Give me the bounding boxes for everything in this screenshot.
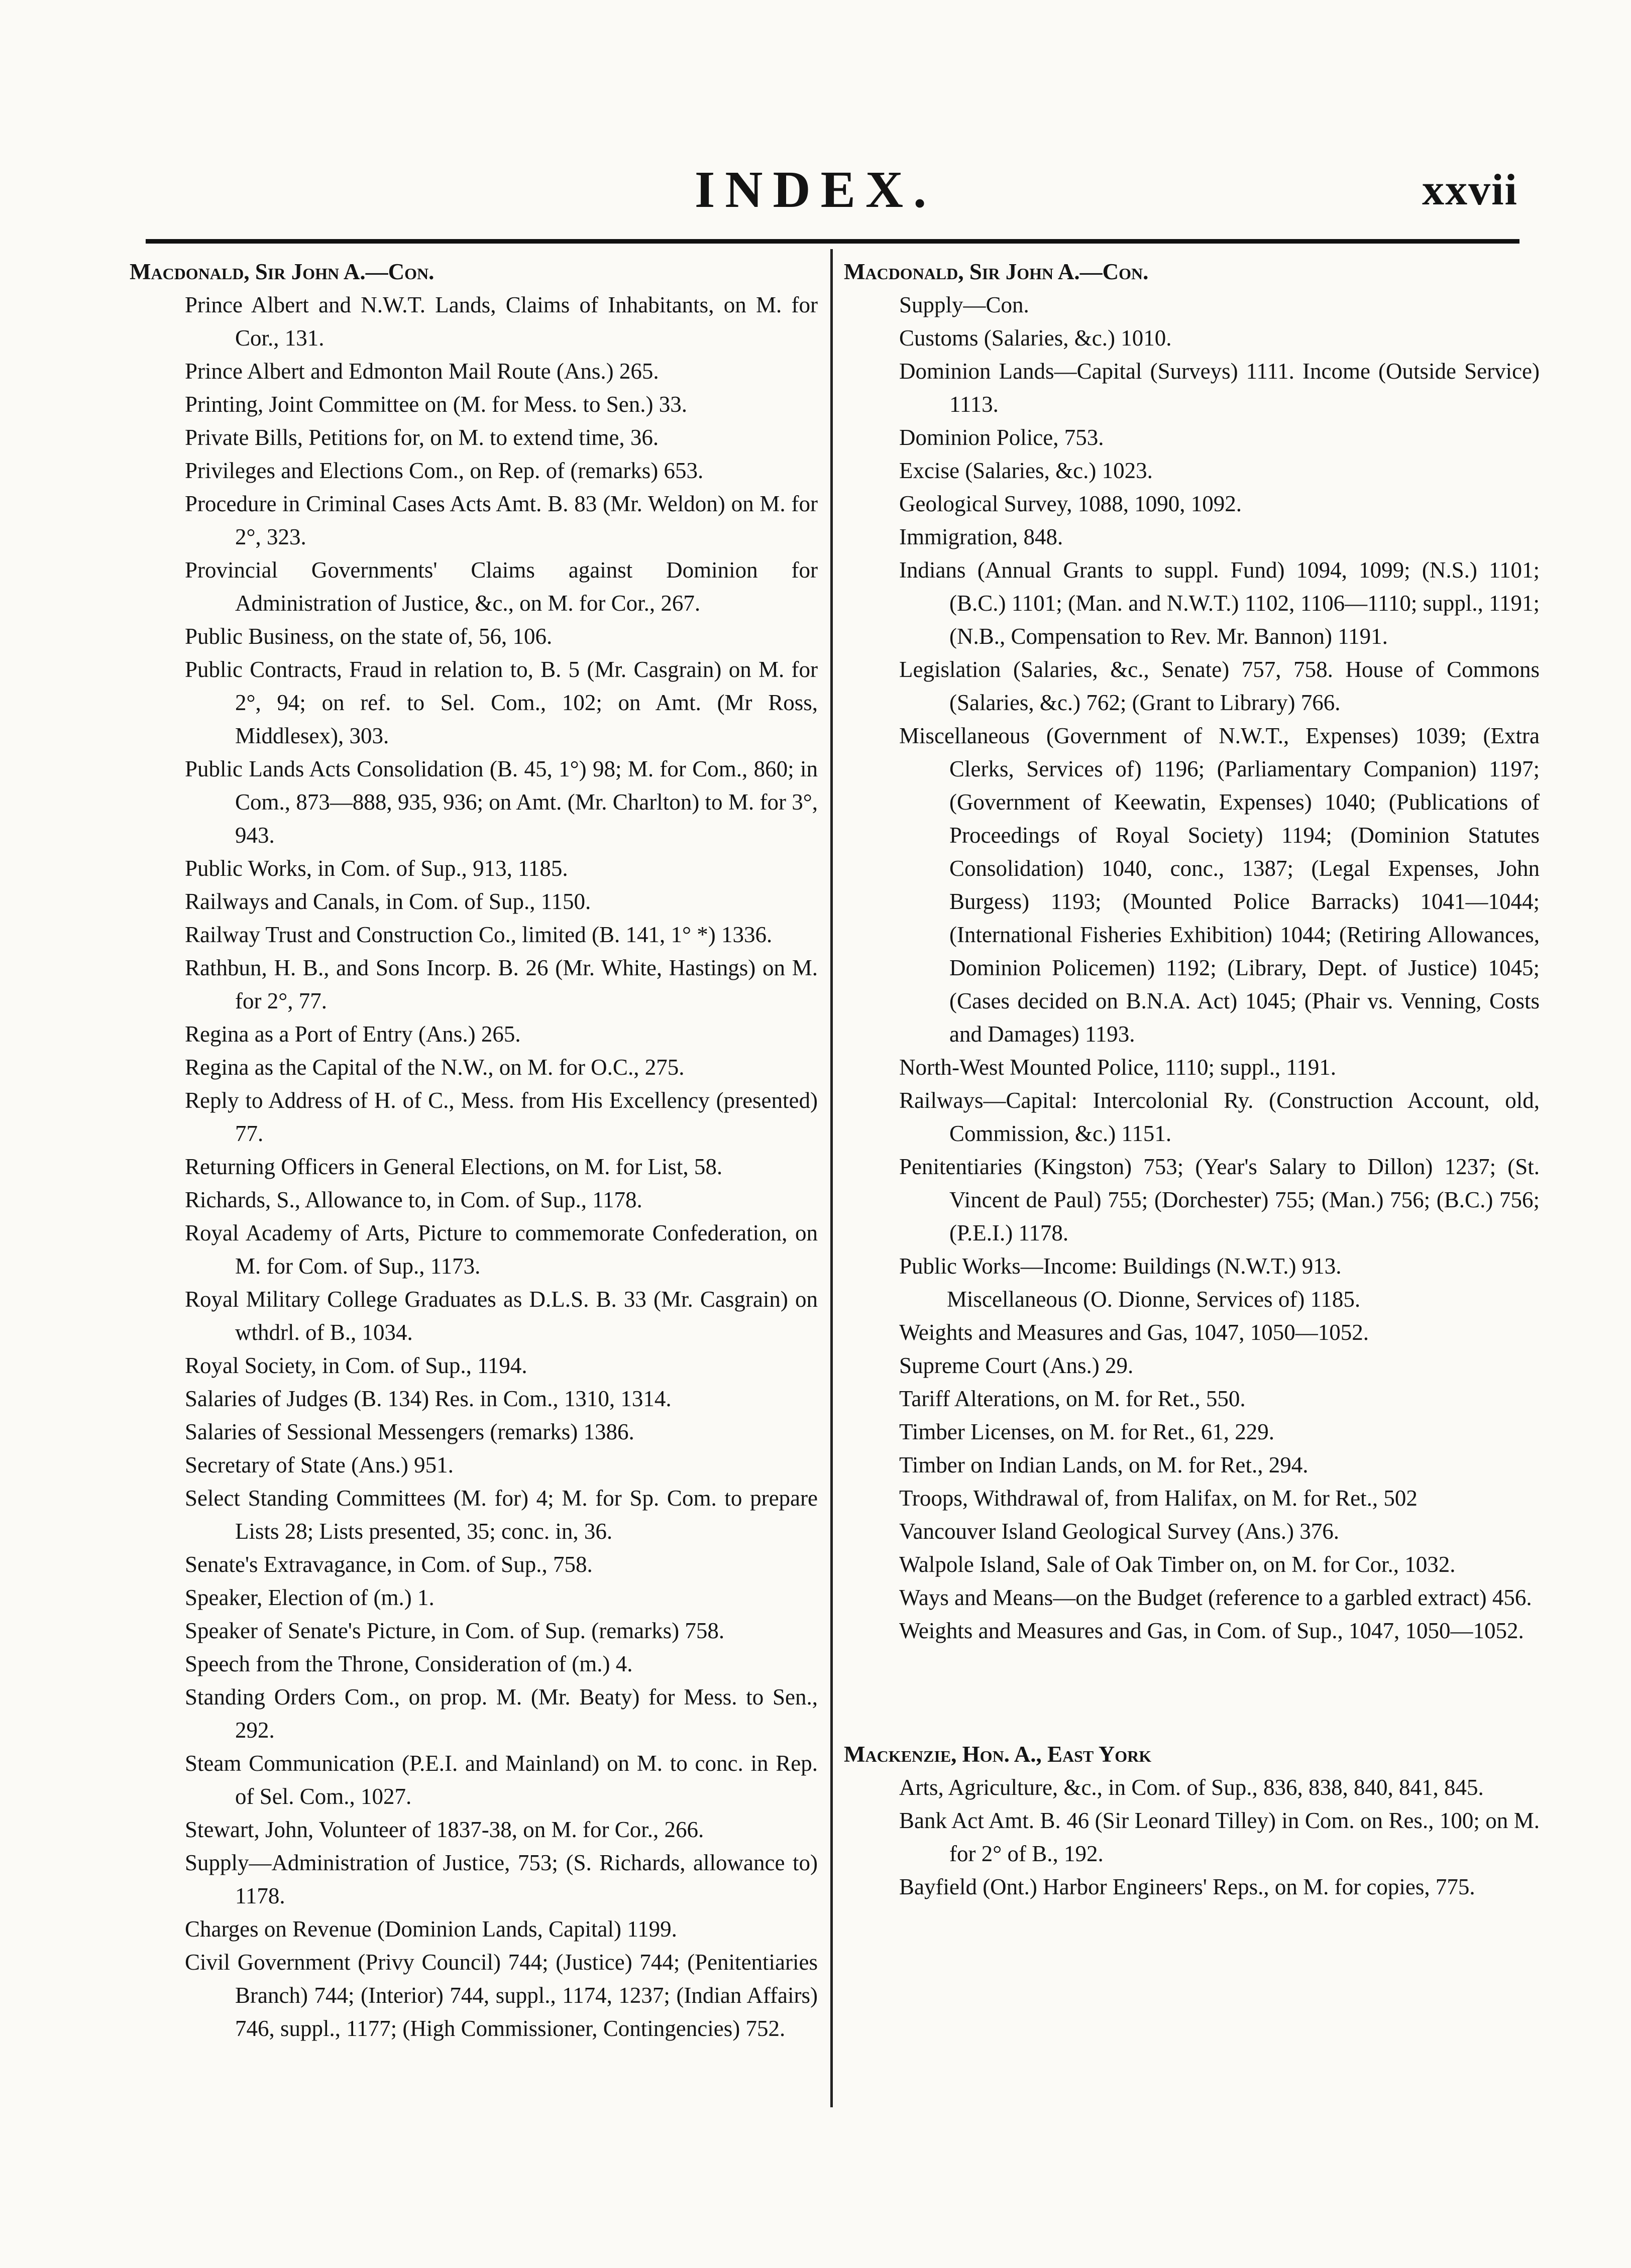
index-heading: Macdonald, Sir John A.—Con.	[130, 259, 434, 284]
index-entry: Bank Act Amt. B. 46 (Sir Leonard Tilley) in Com. on Res., 100; on M. for 2° of B., 192.	[899, 1808, 1540, 1866]
index-entry: Supreme Court (Ans.) 29.	[899, 1353, 1134, 1378]
index-entry: Speaker of Senate's Picture, in Com. of Sup. (remarks) 758.	[185, 1618, 725, 1643]
page-number: xxvii	[1422, 166, 1518, 214]
index-entry: Salaries of Judges (B. 134) Res. in Com., 1310, 1314.	[185, 1386, 672, 1411]
index-entry: Geological Survey, 1088, 1090, 1092.	[899, 491, 1242, 516]
index-entry: Dominion Lands—Capital (Surveys) 1111. Income (Outside Service) 1113.	[899, 359, 1540, 417]
index-entry: Walpole Island, Sale of Oak Timber on, on M. for Cor., 1032.	[899, 1552, 1456, 1577]
index-heading: Macdonald, Sir John A.—Con.	[844, 259, 1149, 284]
index-entry: Supply—Con.	[899, 292, 1029, 317]
index-entry: Stewart, John, Volunteer of 1837-38, on M. for Cor., 266.	[185, 1817, 704, 1842]
index-entry: Troops, Withdrawal of, from Halifax, on M. for Ret., 502	[899, 1486, 1418, 1511]
column-divider	[830, 249, 833, 2107]
index-entry: Excise (Salaries, &c.) 1023.	[899, 458, 1153, 483]
index-entry: Civil Government (Privy Council) 744; (Justice) 744; (Penitentiaries Branch) 744; (Interior) 744, suppl., 1174, 1237; (Indian Affairs) 746, suppl., 1177; (High Commissioner, Contingencies) 752.	[185, 1950, 818, 2041]
index-entry: Returning Officers in General Elections, on M. for List, 58.	[185, 1154, 723, 1179]
index-entry: Rathbun, H. B., and Sons Incorp. B. 26 (Mr. White, Hastings) on M. for 2°, 77.	[185, 955, 818, 1013]
index-entry: Privileges and Elections Com., on Rep. of (remarks) 653.	[185, 458, 704, 483]
index-entry: Penitentiaries (Kingston) 753; (Year's Salary to Dillon) 1237; (St. Vincent de Paul) 755; (Dorchester) 755; (Man.) 756; (B.C.) 756; (P.E.I.) 1178.	[899, 1154, 1540, 1245]
index-entry: Speech from the Throne, Consideration of (m.) 4.	[185, 1651, 633, 1676]
index-entry: Railways and Canals, in Com. of Sup., 1150.	[185, 889, 591, 914]
index-entry: Speaker, Election of (m.) 1.	[185, 1585, 434, 1610]
index-entry: Supply—Administration of Justice, 753; (S. Richards, allowance to) 1178.	[185, 1850, 818, 1908]
index-entry: Royal Society, in Com. of Sup., 1194.	[185, 1353, 527, 1378]
index-entry: Royal Academy of Arts, Picture to commemorate Confederation, on M. for Com. of Sup., 1173.	[185, 1220, 818, 1279]
index-entry: Ways and Means—on the Budget (reference to a garbled extract) 456.	[899, 1585, 1532, 1610]
index-entry: Prince Albert and Edmonton Mail Route (Ans.) 265.	[185, 359, 659, 384]
index-entry: Private Bills, Petitions for, on M. to extend time, 36.	[185, 425, 659, 450]
index-entry: Senate's Extravagance, in Com. of Sup., 758.	[185, 1552, 593, 1577]
index-entry: Steam Communication (P.E.I. and Mainland) on M. to conc. in Rep. of Sel. Com., 1027.	[185, 1751, 818, 1809]
index-entry: Reply to Address of H. of C., Mess. from His Excellency (presented) 77.	[185, 1088, 818, 1146]
index-entry: Miscellaneous (Government of N.W.T., Expenses) 1039; (Extra Clerks, Services of) 1196; (Parliamentary Companion) 1197; (Government of Keewatin, Expenses) 1040; (Publications of Proceedings of Royal Society) 1194; (Dominion Statutes Consolidation) 1040, conc., 1387; (Legal Expenses, John Burgess) 1193; (Mounted Police Barracks) 1041—1044; (International Fisheries Exhibition) 1044; (Retiring Allowances, Dominion Policemen) 1192; (Library, Dept. of Justice) 1045; (Cases decided on B.N.A. Act) 1045; (Phair vs. Venning, Costs and Damages) 1193.	[899, 723, 1540, 1047]
index-entry: North-West Mounted Police, 1110; suppl., 1191.	[899, 1055, 1337, 1080]
index-entry: Richards, S., Allowance to, in Com. of Sup., 1178.	[185, 1187, 642, 1212]
index-entry: Dominion Police, 753.	[899, 425, 1104, 450]
page-title: INDEX.	[694, 161, 937, 218]
index-entry: Procedure in Criminal Cases Acts Amt. B. 83 (Mr. Weldon) on M. for 2°, 323.	[185, 491, 818, 549]
header-rule	[146, 239, 1519, 244]
index-entry: Legislation (Salaries, &c., Senate) 757, 758. House of Commons (Salaries, &c.) 762; (Grant to Library) 766.	[899, 657, 1540, 715]
index-entry: Public Works, in Com. of Sup., 913, 1185.	[185, 856, 568, 881]
index-entry: Tariff Alterations, on M. for Ret., 550.	[899, 1386, 1246, 1411]
left-column	[130, 255, 818, 2045]
index-entry: Salaries of Sessional Messengers (remarks) 1386.	[185, 1419, 634, 1444]
index-entry: Standing Orders Com., on prop. M. (Mr. Beaty) for Mess. to Sen., 292.	[185, 1684, 818, 1743]
index-entry: Regina as the Capital of the N.W., on M. for O.C., 275.	[185, 1055, 685, 1080]
index-entry: Timber Licenses, on M. for Ret., 61, 229.	[899, 1419, 1275, 1444]
index-entry: Indians (Annual Grants to suppl. Fund) 1094, 1099; (N.S.) 1101; (B.C.) 1101; (Man. and N.W.T.) 1102, 1106—1110; suppl., 1191; (N.B., Compensation to Rev. Mr. Bannon) 1191.	[899, 557, 1540, 649]
index-entry: Immigration, 848.	[899, 524, 1063, 549]
index-heading: Mackenzie, Hon. A., East York	[844, 1742, 1152, 1767]
index-entry: Bayfield (Ont.) Harbor Engineers' Reps., on M. for copies, 775.	[899, 1874, 1475, 1899]
column-spacer	[844, 1647, 1540, 1738]
index-entry: Customs (Salaries, &c.) 1010.	[899, 325, 1172, 351]
index-entry: Timber on Indian Lands, on M. for Ret., 294.	[899, 1452, 1309, 1478]
index-entry: Arts, Agriculture, &c., in Com. of Sup., 836, 838, 840, 841, 845.	[899, 1775, 1484, 1800]
index-entry: Miscellaneous (O. Dionne, Services of) 1185.	[947, 1287, 1361, 1312]
index-entry: Weights and Measures and Gas, 1047, 1050—1052.	[899, 1320, 1369, 1345]
index-entry: Select Standing Committees (M. for) 4; M. for Sp. Com. to prepare Lists 28; Lists presented, 35; conc. in, 36.	[185, 1486, 818, 1544]
index-entry: Charges on Revenue (Dominion Lands, Capital) 1199.	[185, 1916, 677, 1942]
index-entry: Weights and Measures and Gas, in Com. of Sup., 1047, 1050—1052.	[899, 1618, 1524, 1643]
index-entry: Railways—Capital: Intercolonial Ry. (Construction Account, old, Commission, &c.) 1151.	[899, 1088, 1540, 1146]
index-entry: Regina as a Port of Entry (Ans.) 265.	[185, 1022, 521, 1047]
index-entry: Public Lands Acts Consolidation (B. 45, 1°) 98; M. for Com., 860; in Com., 873—888, 935, 936; on Amt. (Mr. Charlton) to M. for 3°, 943.	[185, 756, 818, 848]
index-entry: Secretary of State (Ans.) 951.	[185, 1452, 454, 1478]
right-column	[844, 255, 1540, 1903]
index-entry: Provincial Governments' Claims against Dominion for Administration of Justice, &c., on M. for Cor., 267.	[185, 557, 818, 616]
index-entry: Public Works—Income: Buildings (N.W.T.) 913.	[899, 1254, 1342, 1279]
index-entry: Public Contracts, Fraud in relation to, B. 5 (Mr. Casgrain) on M. for 2°, 94; on ref. to Sel. Com., 102; on Amt. (Mr Ross, Middlesex), 303.	[185, 657, 818, 748]
index-entry: Railway Trust and Construction Co., limited (B. 141, 1° *) 1336.	[185, 922, 773, 947]
index-entry: Vancouver Island Geological Survey (Ans.) 376.	[899, 1519, 1340, 1544]
index-entry: Printing, Joint Committee on (M. for Mess. to Sen.) 33.	[185, 392, 687, 417]
index-entry: Prince Albert and N.W.T. Lands, Claims of Inhabitants, on M. for Cor., 131.	[185, 292, 818, 351]
index-entry: Public Business, on the state of, 56, 106.	[185, 624, 553, 649]
index-entry: Royal Military College Graduates as D.L.S. B. 33 (Mr. Casgrain) on wthdrl. of B., 1034.	[185, 1287, 818, 1345]
